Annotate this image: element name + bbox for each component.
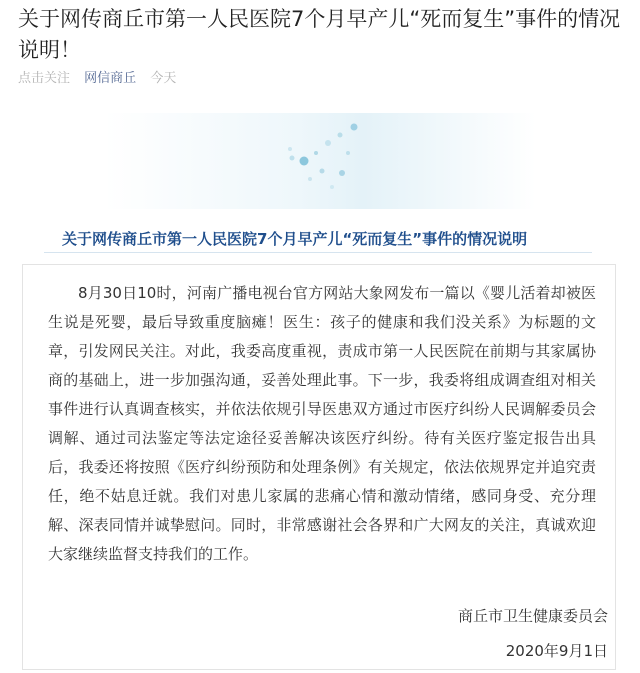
article-meta (18, 67, 176, 86)
inner-article-title: 关于网传商丘市第一人民医院7个月早产儿“死而复生”事件的情况说明 (62, 230, 528, 248)
article-title: 关于网传商丘市第一人民医院7个月早产儿“死而复生”事件的情况说明！ (18, 7, 621, 62)
issue-date: 2020年9月1日 (505, 642, 608, 660)
dots-decoration-icon (104, 113, 536, 209)
follow-link[interactable]: 点击关注 (18, 71, 71, 86)
account-name-link[interactable]: 网信商丘 (84, 71, 137, 86)
article-body: 8月30日10时，河南广播电视台官方网站大象网发布一篇以《婴儿活着却被医生说是死婴，最后导致重度脑瘫！医生：孩子的健康和我们没关系》为标题的文章，引发网民关注。对此，我委高度重视，责成市第一人民医院在前期与其家属协商的基础上，进一步加强沟通，妥善处理此事。下一步，我委将组成调查组对相关事件进行认真调查核实，并依法依规引导医患双方通过市医疗纠纷人民调解委员会调解、通过司法鉴定等法定途径妥善解决该医疗纠纷。待有关医疗鉴定报告出具后，我委还将按照《医疗纠纷预防和处理条例》有关规定，依法依规界定并追究责任，绝不姑息迁就。我们对患儿家属的悲痛心情和激动情绪，感同身受、充分理解、深表同情并诚挚慰问。同时，非常感谢社会各界和广大网友的关注，真诚欢迎大家继续监督支持我们的工作。 (48, 284, 596, 563)
publish-time: 今天 (150, 71, 177, 86)
issuer-signature: 商丘市卫生健康委员会 (457, 607, 608, 625)
header-banner-image (104, 113, 536, 209)
